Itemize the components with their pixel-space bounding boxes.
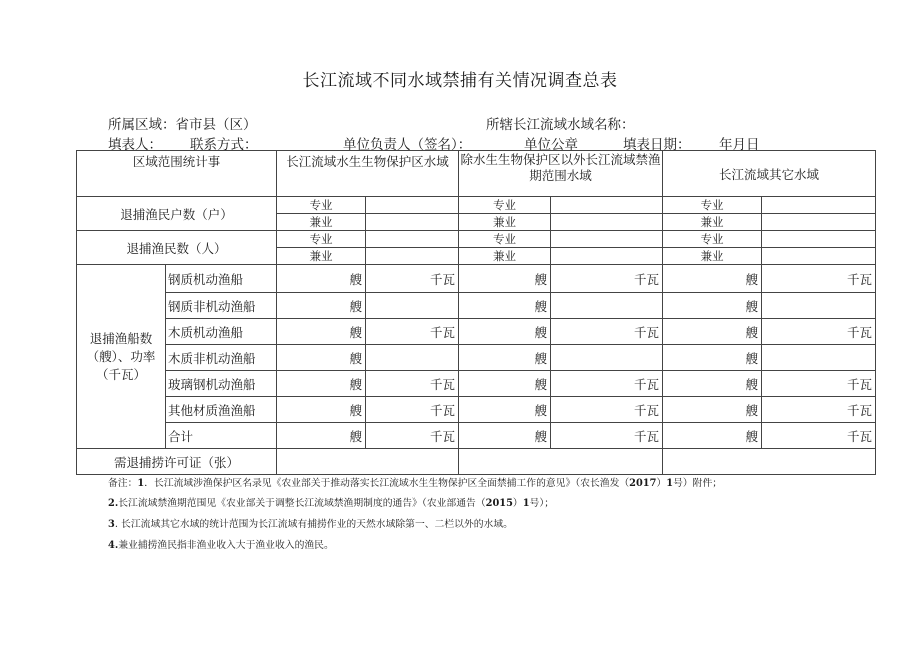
vessel-row-fiberglass-motor (77, 371, 876, 397)
note-number: 3 (108, 519, 115, 530)
boat-count-cell[interactable]: 艘 (277, 423, 366, 449)
sub-label: 专业 (459, 197, 551, 214)
note-text: ） (656, 478, 667, 489)
boat-count-cell[interactable]: 艘 (459, 293, 551, 319)
people-label: 退捕渔民数（人） (77, 231, 277, 265)
note-1 (108, 475, 722, 489)
note-year: 2017 (629, 478, 657, 489)
vessel-name: 合计 (166, 423, 277, 449)
power-cell[interactable]: 千瓦 (366, 423, 459, 449)
power-cell[interactable]: 千瓦 (762, 423, 876, 449)
col1-header (277, 151, 459, 197)
sub-label: 专业 (277, 197, 366, 214)
power-cell[interactable]: 千瓦 (762, 319, 876, 345)
vessel-row-steel-motor (77, 265, 876, 293)
boat-count-cell[interactable]: 艘 (459, 319, 551, 345)
power-cell[interactable] (762, 345, 876, 371)
sub-label: 专业 (663, 231, 762, 248)
vessel-row-wood-nonmotor (77, 345, 876, 371)
boats-label-line3: （千瓦） (95, 366, 146, 382)
boat-count-cell[interactable]: 艘 (663, 371, 762, 397)
power-cell[interactable]: 千瓦 (762, 397, 876, 423)
value-cell[interactable] (551, 214, 663, 231)
note-text: 兼业捕捞渔民指非渔业收入大于渔业收入的渔民。 (118, 540, 334, 551)
power-cell[interactable] (762, 293, 876, 319)
sub-label: 兼业 (277, 214, 366, 231)
note-prefix: 备注： (108, 478, 138, 489)
col3-header (663, 151, 876, 197)
power-cell[interactable]: 千瓦 (762, 371, 876, 397)
boat-count-cell[interactable]: 艘 (459, 397, 551, 423)
boat-count-cell[interactable]: 艘 (459, 371, 551, 397)
license-label: 需退捕捞许可证（张） (77, 449, 277, 475)
sub-label: 兼业 (663, 248, 762, 265)
vessel-row-total (77, 423, 876, 449)
value-cell[interactable] (366, 248, 459, 265)
vessel-name: 木质非机动渔船 (166, 345, 277, 371)
note-number: 2. (108, 498, 119, 509)
boat-count-cell[interactable]: 艘 (277, 397, 366, 423)
sub-label: 兼业 (663, 214, 762, 231)
note-2 (108, 495, 554, 509)
note-number: 4. (108, 540, 119, 551)
region-label: 所属区域：省市县（区） (108, 117, 257, 133)
vessel-row-other (77, 397, 876, 423)
col2-label-line1: 除水生生物保护区以外长江流域禁渔 (460, 152, 661, 167)
power-cell[interactable]: 千瓦 (551, 397, 663, 423)
vessel-row-wood-motor (77, 319, 876, 345)
power-cell[interactable]: 千瓦 (366, 265, 459, 293)
license-cell[interactable] (663, 449, 876, 475)
value-cell[interactable] (762, 231, 876, 248)
boat-count-cell[interactable]: 艘 (663, 265, 762, 293)
value-cell[interactable] (551, 197, 663, 214)
power-cell[interactable] (366, 345, 459, 371)
note-number: 1 (137, 478, 145, 489)
power-cell[interactable] (551, 345, 663, 371)
boat-count-cell[interactable]: 艘 (459, 345, 551, 371)
sub-label: 兼业 (459, 248, 551, 265)
boat-count-cell[interactable]: 艘 (663, 293, 762, 319)
sub-label: 专业 (663, 197, 762, 214)
sub-label: 专业 (459, 231, 551, 248)
value-cell[interactable] (762, 197, 876, 214)
contact-label: 联系方式： (190, 137, 258, 153)
filler-label: 填表人： (108, 137, 162, 153)
license-row (77, 449, 876, 475)
unit-seal-label: 单位公章 (524, 137, 578, 153)
households-label: 退捕渔民户数（户） (77, 197, 277, 231)
unit-head-label: 单位负责人（签名）： (343, 137, 472, 153)
vessel-name: 钢质非机动渔船 (166, 293, 277, 319)
sub-label: 专业 (277, 231, 366, 248)
note-text: ．长江流域涉渔保护区名录见《农业部关于推动落实长江流域水生生物保护区全面禁捕工作的意见》（农长渔发（ (144, 478, 630, 489)
boats-label-line2: （艘）、功率 (86, 348, 156, 364)
note-year: 2015 (485, 498, 513, 509)
power-cell[interactable]: 千瓦 (551, 371, 663, 397)
people-professional-row (77, 231, 876, 248)
water-name-label: 所辖长江流域水域名称： (486, 117, 635, 133)
license-cell[interactable] (459, 449, 663, 475)
sub-label: 兼业 (277, 248, 366, 265)
value-cell[interactable] (366, 214, 459, 231)
boat-count-cell[interactable]: 艘 (277, 345, 366, 371)
col3-label: 长江流域其它水域 (719, 166, 820, 182)
value-cell[interactable] (366, 197, 459, 214)
boat-count-cell[interactable]: 艘 (277, 265, 366, 293)
households-professional-row (77, 197, 876, 214)
note-text: . 长江流域其它水域的统计范围为长江流域有捕捞作业的天然水域除第一、二栏以外的水域。 (114, 519, 513, 530)
fill-date-label: 填表日期： (623, 137, 691, 153)
power-cell[interactable]: 千瓦 (551, 319, 663, 345)
boat-count-cell[interactable]: 艘 (663, 345, 762, 371)
power-cell[interactable]: 千瓦 (366, 397, 459, 423)
boat-count-cell[interactable]: 艘 (663, 397, 762, 423)
power-cell[interactable]: 千瓦 (366, 319, 459, 345)
vessel-name: 木质机动渔船 (166, 319, 277, 345)
vessel-name: 玻璃钢机动渔船 (166, 371, 277, 397)
power-cell[interactable] (366, 293, 459, 319)
date-format-label: 年月日 (719, 137, 760, 153)
boat-count-cell[interactable]: 艘 (663, 423, 762, 449)
license-cell[interactable] (277, 449, 459, 475)
sub-label: 兼业 (459, 214, 551, 231)
corner-label: 区域范围统计事 (132, 154, 221, 169)
survey-table (76, 150, 876, 475)
note-doc-number: 1 (666, 478, 674, 489)
note-text: ） (512, 498, 523, 509)
col2-header (459, 151, 663, 197)
note-doc-number: 1 (522, 498, 530, 509)
note-text: 号）附件； (673, 478, 723, 489)
boat-count-cell[interactable]: 艘 (459, 265, 551, 293)
note-3 (108, 516, 513, 530)
vessel-name: 其他材质渔渔船 (166, 397, 277, 423)
boat-count-cell[interactable]: 艘 (663, 319, 762, 345)
boat-count-cell[interactable]: 艘 (277, 371, 366, 397)
power-cell[interactable]: 千瓦 (366, 371, 459, 397)
corner-cell (77, 151, 277, 197)
note-4 (108, 537, 334, 551)
value-cell[interactable] (551, 248, 663, 265)
power-cell[interactable]: 千瓦 (762, 265, 876, 293)
power-cell[interactable]: 千瓦 (551, 423, 663, 449)
note-text: 号）； (529, 498, 555, 509)
value-cell[interactable] (366, 231, 459, 248)
header-row (77, 151, 876, 197)
value-cell[interactable] (762, 248, 876, 265)
power-cell[interactable] (551, 293, 663, 319)
power-cell[interactable]: 千瓦 (551, 265, 663, 293)
boat-count-cell[interactable]: 艘 (459, 423, 551, 449)
boat-count-cell[interactable]: 艘 (277, 319, 366, 345)
vessel-name: 钢质机动渔船 (166, 265, 277, 293)
note-text: 长江流域禁渔期范围见《农业部关于调整长江流域禁渔期制度的通告》（农业部通告（ (118, 498, 486, 509)
col2-label-line2: 期范围水域 (529, 168, 592, 183)
boat-count-cell[interactable]: 艘 (277, 293, 366, 319)
col1-label: 长江流域水生生物保护区水域 (286, 154, 449, 169)
boats-label (77, 265, 166, 449)
vessel-row-steel-nonmotor (77, 293, 876, 319)
boats-label-line1: 退捕渔船数 (89, 330, 153, 346)
value-cell[interactable] (762, 214, 876, 231)
page-title: 长江流域不同水域禁捕有关情况调查总表 (302, 71, 618, 91)
value-cell[interactable] (551, 231, 663, 248)
